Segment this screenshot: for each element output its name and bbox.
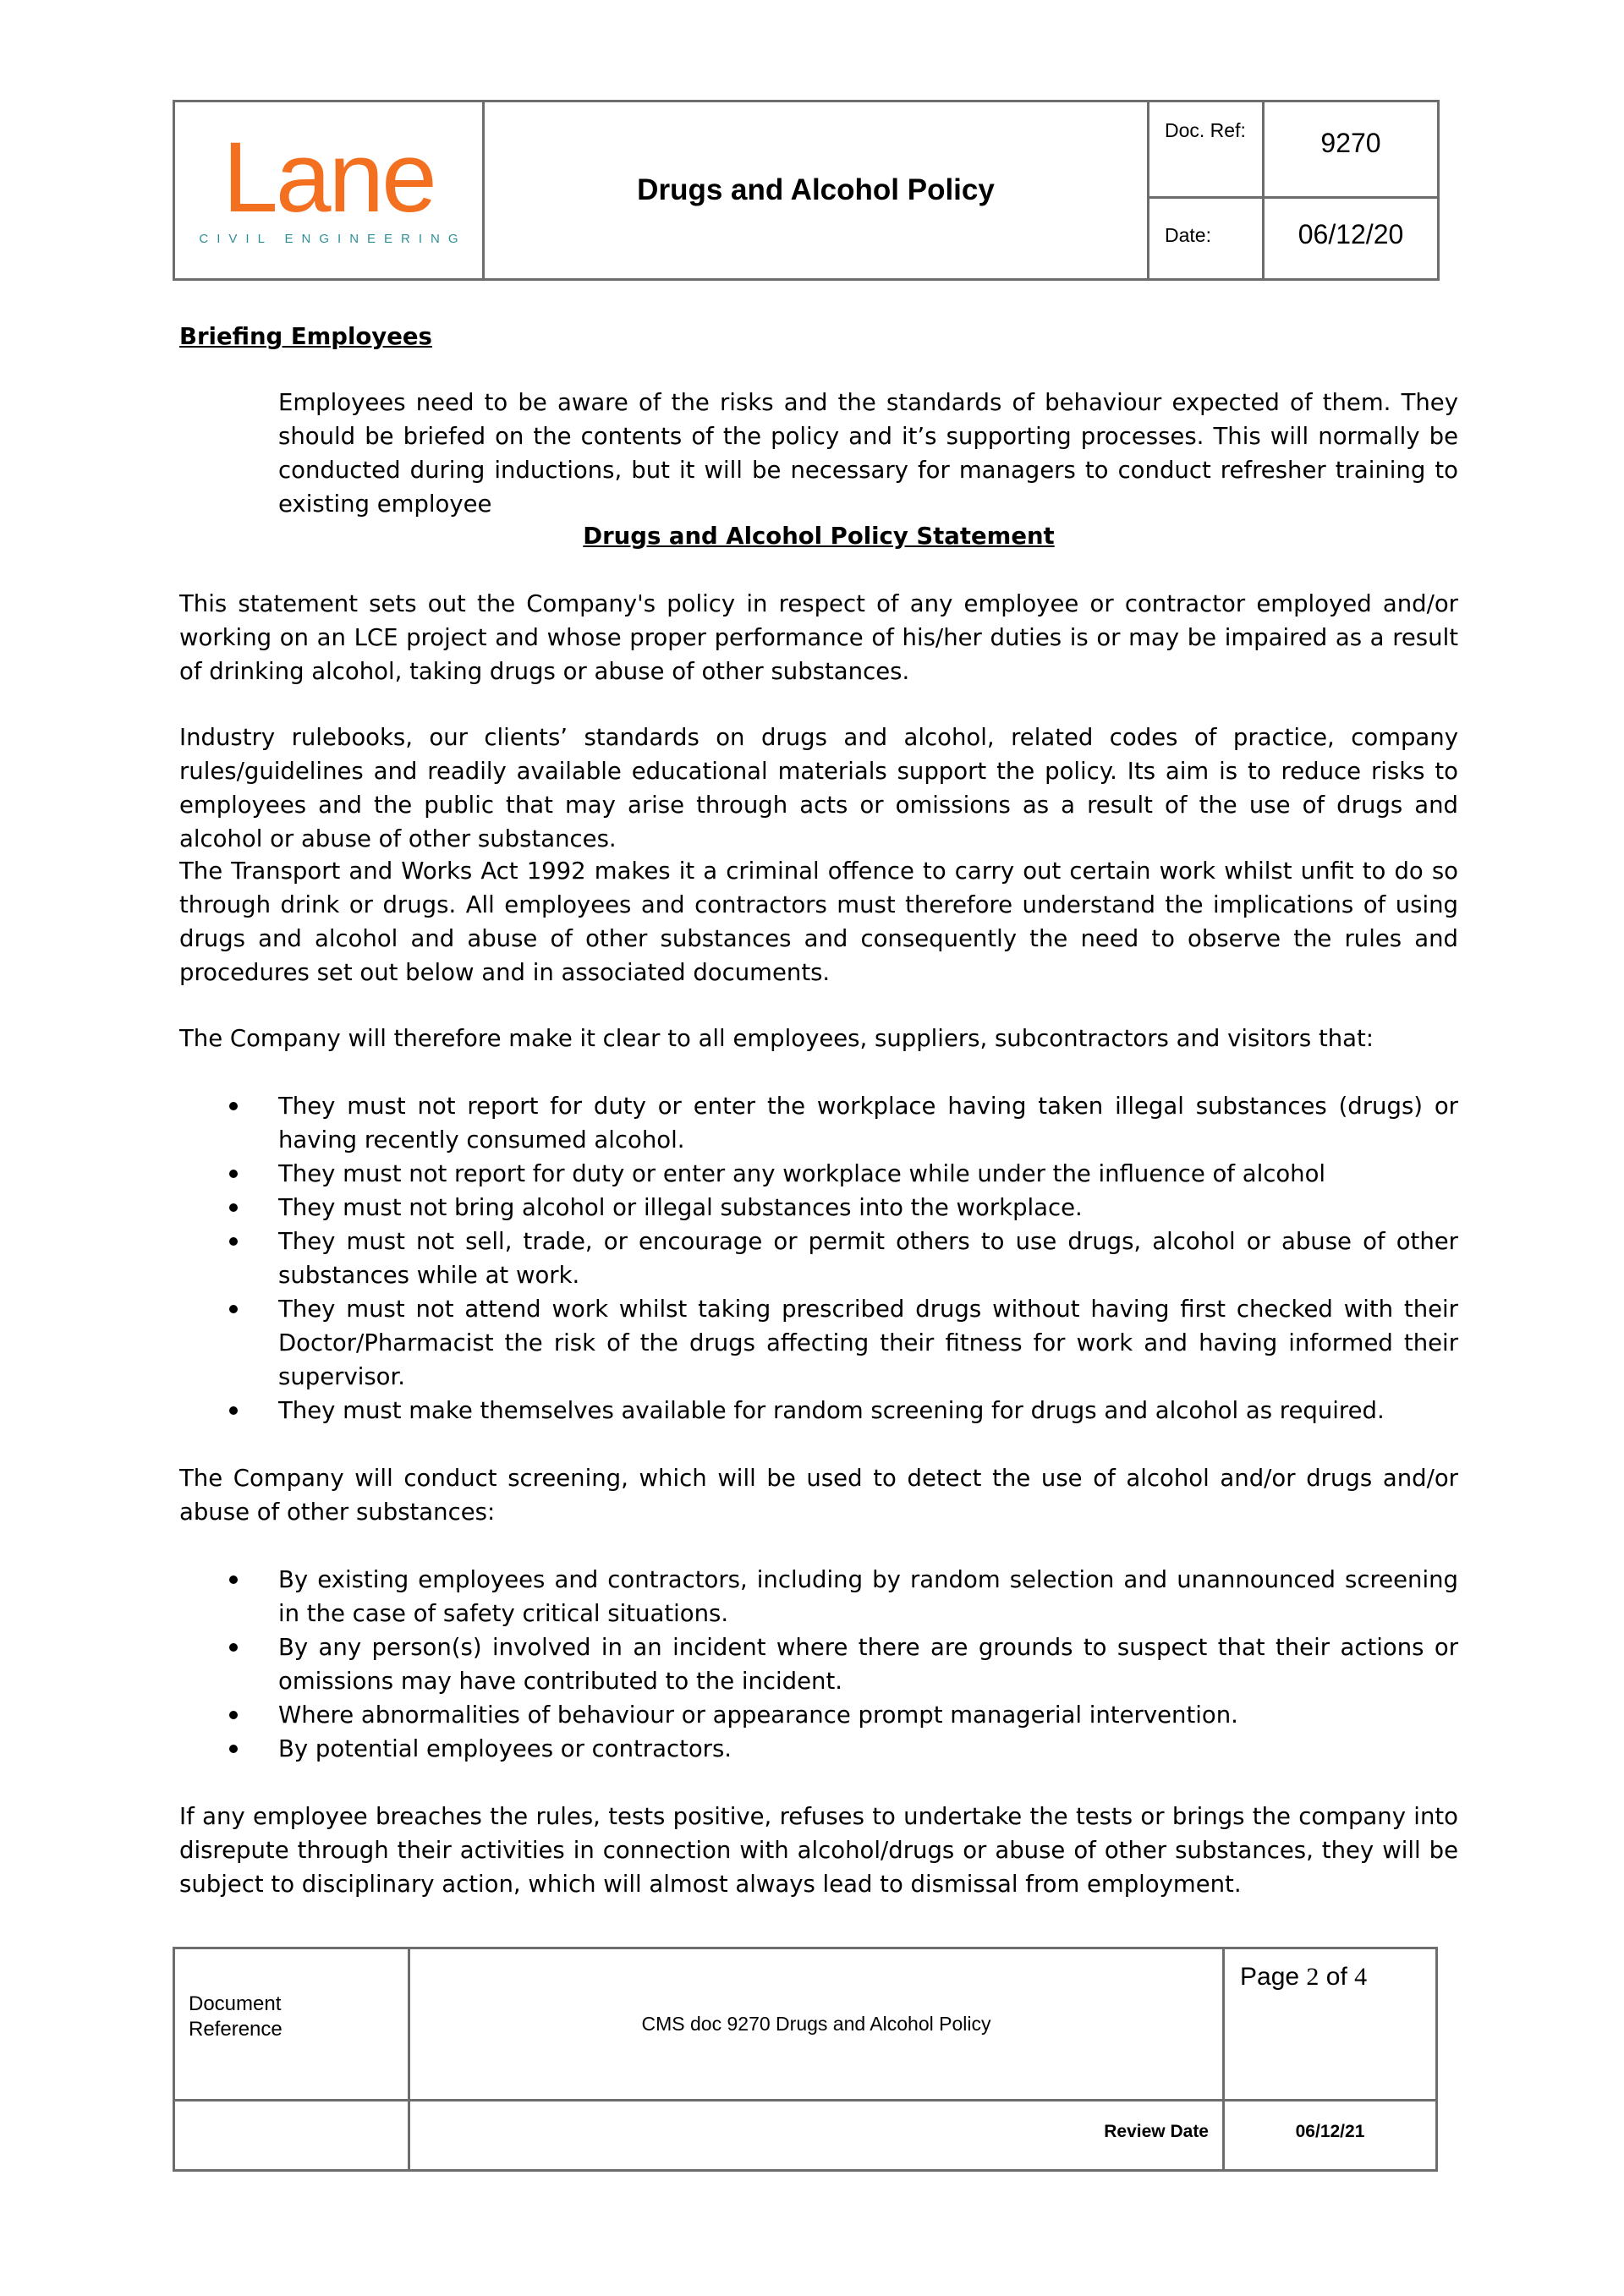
footer-table <box>173 1947 1438 2172</box>
list-item: By any person(s) involved in an incident where there are grounds to suspect that their actions or omissions may have contributed to the incident. <box>179 1630 1458 1698</box>
list-item: By existing employees and contractors, including by random selection and unannounced screening in the case of safety critical situations. <box>179 1563 1458 1630</box>
briefing-heading-text: Briefing Employees <box>179 323 432 350</box>
page-of: of <box>1325 1963 1347 1991</box>
date-label: Date: <box>1149 199 1265 278</box>
document-title: Drugs and Alcohol Policy <box>637 173 995 206</box>
list-item: They must not sell, trade, or encourage or permit others to use drugs, alcohol or abuse of other substances while at work. <box>179 1225 1458 1292</box>
bullet-icon <box>229 1203 238 1212</box>
page-word: Page <box>1240 1963 1300 1991</box>
statement-paragraph-6: If any employee breaches the rules, tests positive, refuses to undertake the tests or brings the company into disrepute through their activities in connection with alcohol/drugs or abuse of other substances, they will be subject to disciplinary action, which will almost always lead to dismissal from employment. <box>179 1803 1458 1898</box>
statement-paragraph-4: The Company will therefore make it clear to all employees, suppliers, subcontractors and visitors that: <box>179 1025 1374 1052</box>
review-date-value: 06/12/21 <box>1295 2122 1365 2141</box>
date-value: 06/12/20 <box>1298 219 1404 249</box>
list-item: They must not attend work whilst taking prescribed drugs without having first checked with their Doctor/Pharmacist the risk of the drugs affecting their fitness for work and having informed their supervisor. <box>179 1292 1458 1394</box>
logo <box>175 102 485 278</box>
bullet-icon <box>229 1237 238 1246</box>
bullet-icon <box>229 1406 238 1415</box>
statement-heading-text: Drugs and Alcohol Policy Statement <box>583 523 1055 550</box>
doc-reference-label-line-1: Document <box>189 1992 282 2015</box>
list-item: They must not report for duty or enter any workplace while under the influence of alcohol <box>179 1157 1458 1191</box>
briefing-paragraph: Employees need to be aware of the risks and the standards of behaviour expected of them. They should be briefed on the contents of the policy and it’s supporting processes. This will normally be conducted during inductions, but it will be necessary for managers to conduct refresher training to existing employee <box>278 389 1458 518</box>
screening-list <box>179 1563 1458 1766</box>
list-item: They must make themselves available for random screening for drugs and alcohol as required. <box>179 1394 1458 1427</box>
page-total: 4 <box>1354 1963 1368 1991</box>
briefing-section <box>179 386 1458 521</box>
bullet-icon <box>229 1711 238 1719</box>
statement-paragraph-3: The Transport and Works Act 1992 makes it a criminal offence to carry out certain work whilst unfit to do so through drink or drugs. All employees and contractors must therefore understand the implications of using drugs and alcohol and abuse of other substances and consequently the need to observe the rules and procedures set out below and in associated documents. <box>179 858 1458 986</box>
bullet-icon <box>229 1575 238 1584</box>
doc-reference-value <box>410 1949 1225 2101</box>
doc-reference-label-line-2: Reference <box>189 2018 283 2041</box>
page-number <box>1225 1949 1435 2101</box>
header-table <box>173 100 1440 281</box>
doc-reference-label <box>175 1949 410 2101</box>
list-item: By potential employees or contractors. <box>179 1732 1458 1766</box>
logo-tagline: CIVIL ENGINEERING <box>199 231 467 246</box>
doc-ref-label: Doc. Ref: <box>1149 102 1265 199</box>
bullet-icon <box>229 1745 238 1753</box>
screening-list-container <box>179 1563 1458 1766</box>
statement-paragraph-1: This statement sets out the Company's policy in respect of any employee or contractor employed and/or working on an LCE project and whose proper performance of his/her duties is or may be impaired as a result of drinking alcohol, taking drugs or abuse of other substances. <box>179 590 1458 685</box>
doc-reference-value-text: CMS doc 9270 Drugs and Alcohol Policy <box>641 2013 991 2035</box>
footer-empty-cell <box>175 2101 410 2169</box>
statement-paragraph-2: Industry rulebooks, our clients’ standards on drugs and alcohol, related codes of practice, company rules/guidelines and readily available educational materials support the policy. Its aim is to reduce risks to employees and the public that may arise through acts or omissions as a result of the use of drugs and alcohol or abuse of other substances. <box>179 724 1458 852</box>
doc-ref-value: 9270 <box>1265 102 1437 199</box>
list-item: They must not report for duty or enter the workplace having taken illegal substances (drugs) or having recently consumed alcohol. <box>179 1089 1458 1157</box>
bullet-icon <box>229 1102 238 1110</box>
list-item: Where abnormalities of behaviour or appearance prompt managerial intervention. <box>179 1698 1458 1732</box>
rules-list-container <box>179 1089 1458 1427</box>
bullet-icon <box>229 1170 238 1178</box>
statement-paragraph-5: The Company will conduct screening, which will be used to detect the use of alcohol and/or drugs and/or abuse of other substances: <box>179 1465 1458 1526</box>
statement-heading <box>179 519 1458 553</box>
bullet-icon <box>229 1643 238 1652</box>
review-date-label: Review Date <box>410 2101 1225 2169</box>
logo-wordmark: Lane <box>222 121 435 233</box>
briefing-heading <box>179 320 1458 353</box>
bullet-icon <box>229 1305 238 1313</box>
rules-list <box>179 1089 1458 1427</box>
list-item: They must not bring alcohol or illegal substances into the workplace. <box>179 1191 1458 1225</box>
document-title-cell <box>485 102 1149 278</box>
page-current: 2 <box>1306 1963 1320 1991</box>
